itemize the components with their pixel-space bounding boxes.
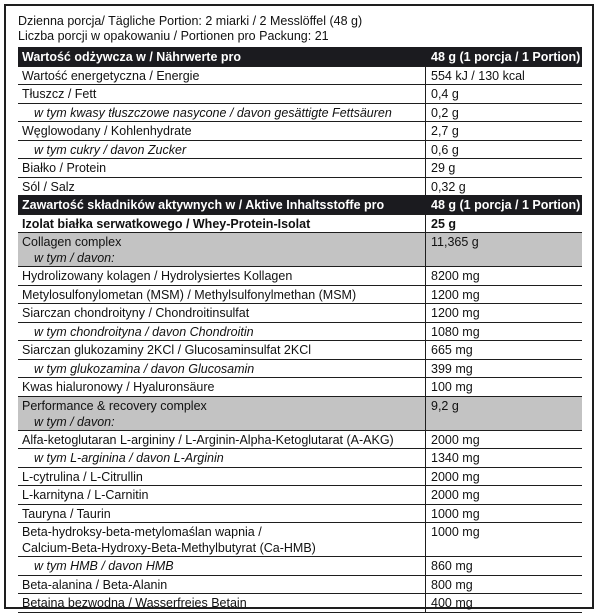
row-label [22,178,422,195]
table-row [18,430,582,449]
row-label-text: L-karnityna / L-Carnitin [22,488,149,502]
table-row [18,103,582,122]
row-label [22,523,422,556]
row-value: 1200 mg [425,304,580,322]
table-row [18,266,582,285]
table-row [18,214,582,233]
row-label [22,67,422,84]
row-value: 0,2 g [425,104,580,122]
table-row [18,522,582,556]
row-label-text: w tym glukozamina / davon Glucosamin [34,361,255,376]
row-label-text: Tłuszcz / Fett [22,87,97,101]
row-label [22,431,422,448]
table-row [18,504,582,523]
table-row [18,396,582,430]
row-value: 0,4 g [425,85,580,103]
row-label [22,594,422,611]
row-label-text: Węglowodany / Kohlenhydrate [22,124,192,138]
row-label-text: Betaina bezwodna / Wasserfreies Betain [22,596,247,610]
row-label [22,341,422,358]
row-label-text: Beta-hydroksy-beta-metylomaślan wapnia / [22,525,262,539]
row-label-text: Wartość energetyczna / Energie [22,68,200,83]
row-label-text: Siarczan glukozaminy 2KCl / Glucosaminsulfat 2KCl [22,343,312,357]
row-value: 2000 mg [425,468,580,486]
row-label-continuation: Calcium-Beta-Hydroxy-Beta-Methylbutyrat (Ca-HMB) [22,541,316,555]
row-label [22,486,422,503]
table-row [18,377,582,396]
table-row [18,467,582,486]
table-row [18,158,582,177]
row-value: 0,6 g [425,141,580,159]
row-value: 9,2 g [425,397,580,430]
table-row [18,121,582,140]
daily-portion-text: Dzienna porcja/ Tägliche Portion: 2 miarki / 2 Messlöffel (48 g) [18,14,363,28]
table-header-row [18,47,582,66]
row-label [22,397,422,430]
row-value: 554 kJ / 130 kcal [425,67,580,85]
table-row [18,575,582,594]
row-label-text: Kwas hialuronowy / Hyaluronsäure [22,380,215,394]
row-label [34,557,434,574]
row-label-text: L-cytrulina / L-Citrullin [22,469,143,484]
row-label [34,360,434,377]
row-label [22,85,422,102]
table-row [18,593,582,612]
row-value: 8200 mg [425,267,580,285]
row-label-text: Hydrolizowany kolagen / Hydrolysiertes Kollagen [22,269,293,283]
row-label [22,304,422,321]
row-label [22,159,422,176]
table-row [18,322,582,341]
nutrition-table [18,47,582,613]
row-label-text: Izolat białka serwatkowego / Whey-Protein-Isolat [22,216,311,231]
row-sublabel-text: w tym / davon: [34,251,115,265]
row-label [34,141,434,158]
row-value: 100 mg [425,378,580,396]
row-label-text: Siarczan chondroityny / Chondroitinsulfat [22,306,250,320]
table-row [18,448,582,467]
row-label [34,104,434,121]
row-label [22,378,422,395]
table-row [18,140,582,159]
table-row [18,340,582,359]
table-row [18,285,582,304]
row-label-text: Sól / Salz [22,179,75,194]
row-label [22,576,422,593]
row-label-text: Performance & recovery complex [22,398,207,413]
row-value: 11,365 g [425,233,580,266]
row-value: 400 mg [425,594,580,612]
row-label [22,122,422,139]
row-label-text: Tauryna / Taurin [22,506,111,521]
table-row [18,303,582,322]
row-label-text: w tym chondroityna / davon Chondroitin [34,324,254,339]
table-row [18,66,582,85]
row-label-text: w tym cukry / davon Zucker [34,142,187,157]
row-label [34,449,434,466]
row-value: 1080 mg [425,323,580,341]
row-label [34,323,434,340]
row-value: 1000 mg [425,505,580,523]
row-label-text: w tym kwasy tłuszczowe nasycone / davon gesättigte Fettsäuren [34,105,392,120]
table-row [18,359,582,378]
table-row [18,232,582,266]
row-value: 800 mg [425,576,580,594]
row-label-text: Metylosulfonylometan (MSM) / Methylsulfonylmethan (MSM) [22,287,357,302]
row-value: 0,32 g [425,178,580,196]
row-label [22,286,422,303]
row-label-text: Beta-alanina / Beta-Alanin [22,577,168,592]
row-label [22,196,422,213]
row-value: 48 g (1 porcja / 1 Portion) [425,48,580,66]
table-row [18,177,582,196]
row-value: 665 mg [425,341,580,359]
row-value: 1200 mg [425,286,580,304]
row-label-text: w tym L-arginina / davon L-Arginin [34,451,224,465]
row-value: 1000 mg [425,523,580,556]
row-sublabel-text: w tym / davon: [34,414,115,429]
row-label-text: Białko / Protein [22,161,107,175]
table-row [18,556,582,575]
row-value: 2,7 g [425,122,580,140]
row-label-text: Wartość odżywcza w / Nährwerte pro [22,50,242,64]
row-value: 1340 mg [425,449,580,467]
row-label [22,48,422,65]
row-label-text: w tym HMB / davon HMB [34,559,174,573]
row-label-text: Collagen complex [22,235,122,249]
row-label [22,267,422,284]
table-row [18,84,582,103]
row-value: 29 g [425,159,580,177]
table-row [18,485,582,504]
row-value: 48 g (1 porcja / 1 Portion) [425,196,580,214]
servings-per-package-text: Liczba porcji w opakowaniu / Portionen pro Packung: 21 [18,29,329,43]
row-value: 2000 mg [425,486,580,504]
row-label-text: Alfa-ketoglutaran L-argininy / L-Arginin-Alpha-Ketoglutarat (A-AKG) [22,432,394,447]
row-value: 25 g [425,215,580,233]
row-label [22,505,422,522]
row-label-text: Zawartość składników aktywnych w / Aktive Inhaltsstoffe pro [22,198,385,212]
row-value: 399 mg [425,360,580,378]
row-label [22,215,422,232]
row-value: 860 mg [425,557,580,575]
row-label [22,468,422,485]
row-label [22,233,422,266]
table-header-row [18,195,582,214]
row-value: 2000 mg [425,431,580,449]
